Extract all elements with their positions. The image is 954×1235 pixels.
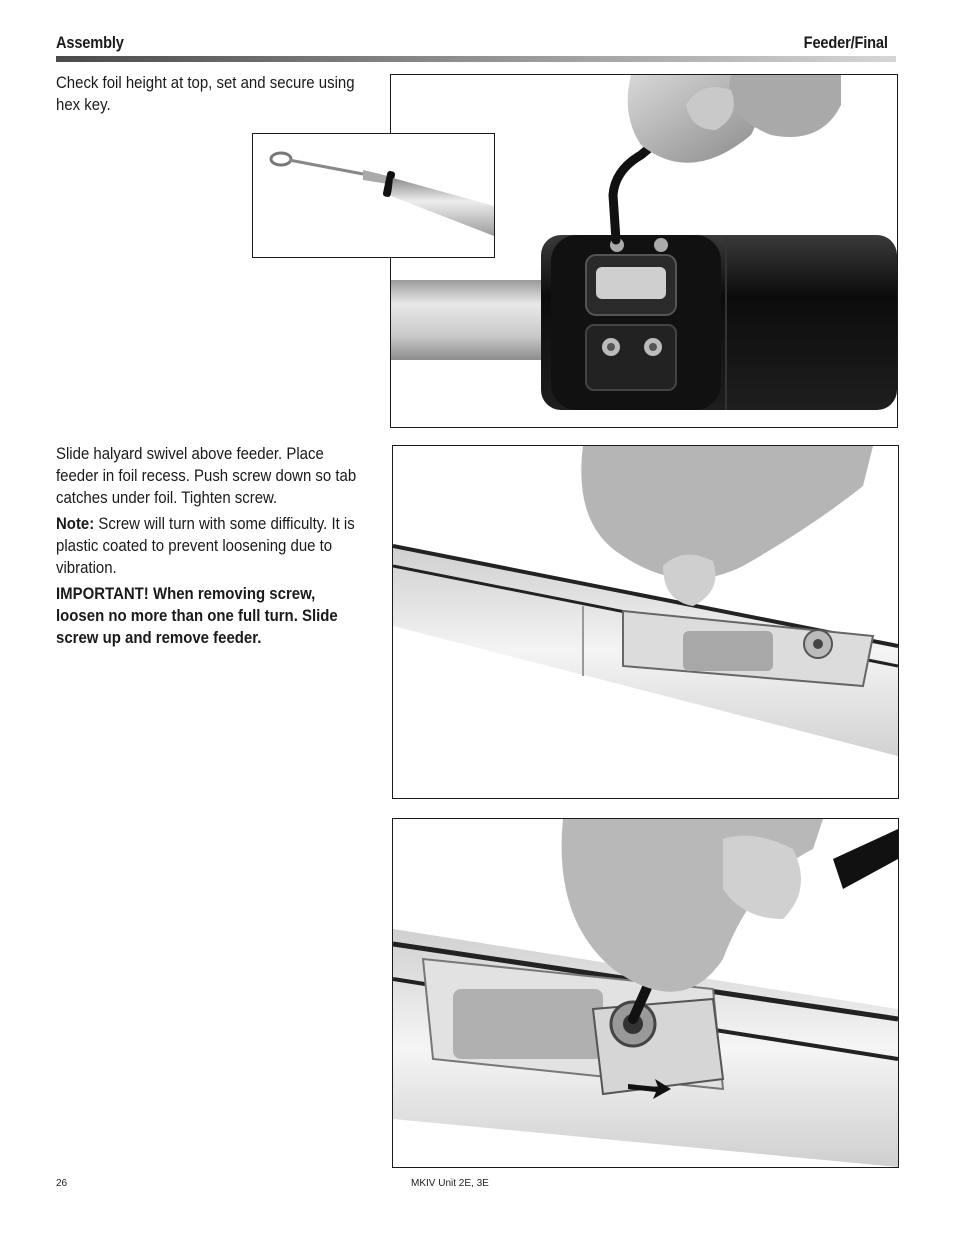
note-text: Screw will turn with some difficulty. It is plastic coated to prevent loosening due to vibration. (56, 514, 355, 577)
step1-instruction: Check foil height at top, set and secure using hex key. (56, 73, 355, 114)
step2-text-block (56, 443, 366, 653)
inset-foil-height-detail (252, 133, 495, 258)
note-label: Note: (56, 514, 95, 533)
header-rule (56, 56, 896, 62)
photo-tightening-screw (392, 818, 899, 1168)
foil-rod-illustration (253, 134, 494, 257)
section-title: Assembly (56, 33, 124, 52)
tighten-screw-illustration (393, 819, 898, 1167)
model-footer: MKIV Unit 2E, 3E (411, 1178, 489, 1189)
step2-important (56, 583, 366, 649)
important-warning: IMPORTANT! When removing screw, loosen no more than one full turn. Slide screw up and remove feeder. (56, 584, 338, 647)
step1-text-block (56, 72, 366, 120)
page-number: 26 (56, 1178, 68, 1189)
feeder-placement-illustration (393, 446, 898, 798)
step2-note (56, 513, 366, 579)
photo-feeder-in-foil-recess (392, 445, 899, 799)
step2-instruction: Slide halyard swivel above feeder. Place feeder in foil recess. Push screw down so tab catches under foil. Tighten screw. (56, 444, 357, 507)
section-subtitle: Feeder/Final (803, 33, 888, 52)
